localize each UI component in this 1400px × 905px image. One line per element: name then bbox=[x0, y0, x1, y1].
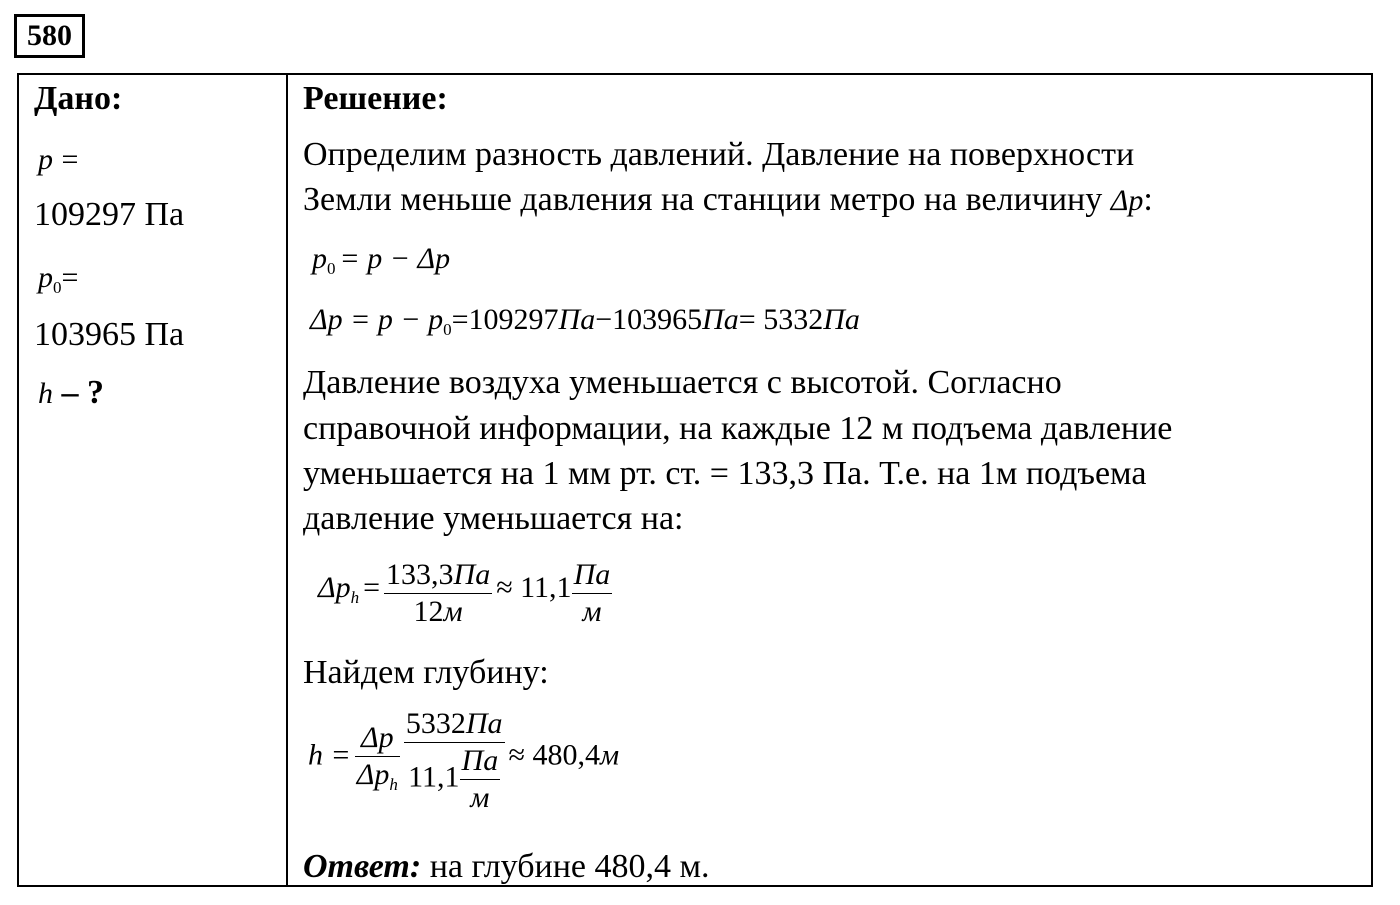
equation-1: $p_0 = p - \Delta p$ bbox=[312, 242, 451, 278]
given-p: p = bbox=[38, 143, 79, 176]
equation-2: $\Delta p = p - p_0=109297Па-103965Па= 5332Па$ bbox=[310, 303, 860, 339]
answer-label: Ответ: bbox=[303, 848, 422, 885]
given-heading: Дано: bbox=[34, 80, 123, 117]
given-p0-value: 103965 Па bbox=[34, 316, 185, 353]
paragraph-1-line-2: Земли меньше давления на станции метро на величину Δp: bbox=[303, 181, 1153, 218]
equation-4: h = $\frac{\Delta p}{\Delta p_h}$ 5332Па 11,1 $\frac{Па}{м}$ ≈ 480,4м bbox=[308, 707, 620, 814]
column-divider bbox=[286, 73, 288, 887]
paragraph-2-line-3: уменьшается на 1 мм рт. ст. = 133,3 Па. Т.е. на 1м подъема bbox=[303, 455, 1147, 492]
given-p0: $p_0=$ bbox=[38, 261, 79, 297]
problem-number: 580 bbox=[14, 14, 85, 58]
paragraph-2-line-4: давление уменьшается на: bbox=[303, 500, 684, 537]
solution-heading: Решение: bbox=[303, 80, 448, 117]
paragraph-1-line-1: Определим разность давлений. Давление на поверхности bbox=[303, 136, 1135, 173]
paragraph-3: Найдем глубину: bbox=[303, 654, 549, 691]
answer bbox=[303, 848, 710, 886]
given-p-value: 109297 Па bbox=[34, 196, 185, 233]
paragraph-2-line-1: Давление воздуха уменьшается с высотой. Согласно bbox=[303, 364, 1062, 401]
answer-text: на глубине 480,4 м. bbox=[421, 848, 710, 885]
equation-3: $\Delta p_h$ = $\frac{133,3Па}{12м}$ ≈ 11,1 $\frac{Па}{м}$ bbox=[318, 558, 611, 628]
paragraph-2-line-2: справочной информации, на каждые 12 м подъема давление bbox=[303, 410, 1173, 447]
given-find: h – ? bbox=[38, 374, 104, 411]
